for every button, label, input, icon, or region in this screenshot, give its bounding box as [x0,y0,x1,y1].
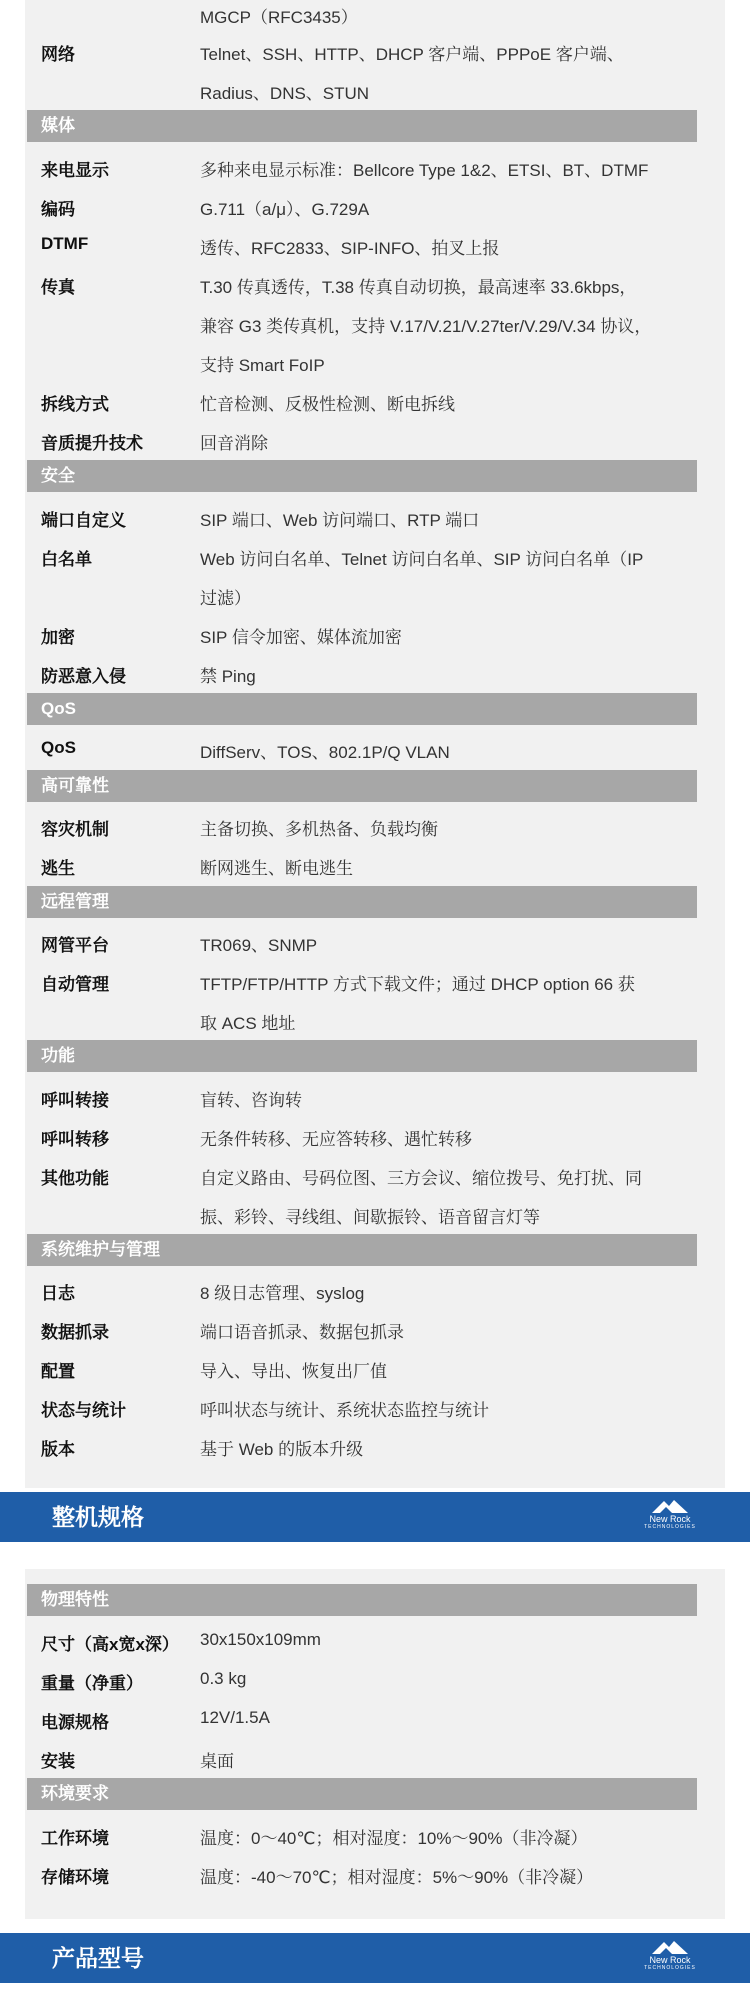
section-banner [0,1492,750,1542]
spec-key: 呼叫转移 [41,1130,109,1149]
section-title: 系统维护与管理 [41,1240,160,1259]
spec-key: 端口自定义 [41,511,126,530]
spec-value: T.30 传真透传，T.38 传真自动切换，最高速率 33.6kbps， [200,278,637,297]
spec-value: TFTP/FTP/HTTP 方式下载文件；通过 DHCP option 66 获 [200,975,635,994]
spec-value: MGCP（RFC3435） [200,8,358,27]
spec-value: 端口语音抓录、数据包抓录 [200,1323,404,1342]
spec-value: 0.3 kg [200,1669,247,1688]
spec-key: 白名单 [41,550,92,569]
spec-key: 防恶意入侵 [41,667,126,686]
spec-value: Radius、DNS、STUN [200,84,370,103]
section-title: 物理特性 [41,1590,109,1609]
spec-key: 音质提升技术 [41,434,143,453]
section-header [27,770,697,802]
spec-value: 基于 Web 的版本升级 [200,1440,364,1459]
logo-subtitle: TECHNOLOGIES [644,1524,696,1530]
spec-key: 拆线方式 [41,395,109,414]
spec-key: 存储环境 [41,1868,109,1887]
spec-value: Web 访问白名单、Telnet 访问白名单、SIP 访问白名单（IP [200,550,644,569]
section-title: 媒体 [41,116,75,135]
spec-value: 导入、导出、恢复出厂值 [200,1362,387,1381]
spec-value: SIP 端口、Web 访问端口、RTP 端口 [200,511,480,530]
new-rock-logo [630,1498,710,1536]
spec-value: 过滤） [200,589,251,608]
spec-value: 盲转、咨询转 [200,1091,302,1110]
banner-title: 产品型号 [52,1945,144,1971]
spec-value: 温度：0～40℃；相对湿度：10%～90%（非冷凝） [200,1829,588,1848]
section-header [27,693,697,725]
section-header [27,1040,697,1072]
section-title: QoS [41,699,76,718]
spec-key: 传真 [41,278,75,297]
spec-key: 加密 [41,628,75,647]
mountain-logo-icon [650,1498,690,1514]
spec-value: 取 ACS 地址 [200,1014,296,1033]
spec-key: 其他功能 [41,1169,109,1188]
spec-key: 版本 [41,1440,75,1459]
spec-key: 电源规格 [41,1713,109,1732]
mountain-logo-icon [650,1939,690,1955]
spec-key: 编码 [41,200,75,219]
spec-key: 网管平台 [41,936,109,955]
spec-key: 尺寸（高x宽x深） [41,1635,179,1654]
spec-key: 容灾机制 [41,820,109,839]
spec-value: 支持 Smart FoIP [200,356,325,375]
spec-value: 自定义路由、号码位图、三方会议、缩位拨号、免打扰、同 [200,1169,642,1188]
section-header [27,1234,697,1266]
new-rock-logo [630,1939,710,1977]
section-banner [0,1933,750,1983]
section-title: 高可靠性 [41,776,109,795]
spec-key: 呼叫转接 [41,1091,109,1110]
spec-value: 兼容 G3 类传真机，支持 V.17/V.21/V.27ter/V.29/V.34 协议， [200,317,652,336]
spec-key: 来电显示 [41,161,109,180]
spec-value: TR069、SNMP [200,936,318,955]
spec-value: 振、彩铃、寻线组、间歇振铃、语音留言灯等 [200,1208,540,1227]
section-header [27,1584,697,1616]
banner-title: 整机规格 [52,1504,144,1530]
spec-value: DiffServ、TOS、802.1P/Q VLAN [200,743,450,762]
section-title: 功能 [41,1046,75,1065]
spec-value: 禁 Ping [200,667,256,686]
spec-key: 配置 [41,1362,75,1381]
section-header [27,110,697,142]
spec-value: 12V/1.5A [200,1708,270,1727]
section-title: 安全 [41,466,75,485]
section-header [27,1778,697,1810]
logo-name: New Rock [649,1955,691,1965]
section-title: 环境要求 [41,1784,109,1803]
spec-key: 重量（净重） [41,1674,143,1693]
spec-key: 日志 [41,1284,75,1303]
section-title: 远程管理 [41,892,109,911]
spec-value: 忙音检测、反极性检测、断电拆线 [200,395,455,414]
spec-key: 网络 [41,45,75,64]
spec-value: 多种来电显示标准：Bellcore Type 1&2、ETSI、BT、DTMF [200,161,649,180]
spec-key: 工作环境 [41,1829,109,1848]
logo-name: New Rock [649,1514,691,1524]
spec-key: 自动管理 [41,975,109,994]
spec-key: QoS [41,738,76,757]
section-header [27,460,697,492]
spec-value: 8 级日志管理、syslog [200,1284,365,1303]
spec-value: 呼叫状态与统计、系统状态监控与统计 [200,1401,489,1420]
spec-value: 温度：-40～70℃；相对湿度：5%～90%（非冷凝） [200,1868,594,1887]
spec-value: G.711（a/μ）、G.729A [200,200,370,219]
spec-key: DTMF [41,234,89,253]
spec-value: 主备切换、多机热备、负载均衡 [200,820,438,839]
spec-value: 透传、RFC2833、SIP-INFO、拍叉上报 [200,239,500,258]
section-header [27,886,697,918]
logo-subtitle: TECHNOLOGIES [644,1965,696,1971]
spec-value: Telnet、SSH、HTTP、DHCP 客户端、PPPoE 客户端、 [200,45,624,64]
spec-key: 状态与统计 [41,1401,126,1420]
spec-value: 回音消除 [200,434,268,453]
spec-value: 无条件转移、无应答转移、遇忙转移 [200,1130,472,1149]
spec-value: SIP 信令加密、媒体流加密 [200,628,402,647]
spec-value: 桌面 [200,1752,234,1771]
spec-key: 数据抓录 [41,1323,109,1342]
spec-key: 安装 [41,1752,75,1771]
spec-key: 逃生 [41,859,75,878]
spec-value: 30x150x109mm [200,1630,321,1649]
spec-value: 断网逃生、断电逃生 [200,859,353,878]
